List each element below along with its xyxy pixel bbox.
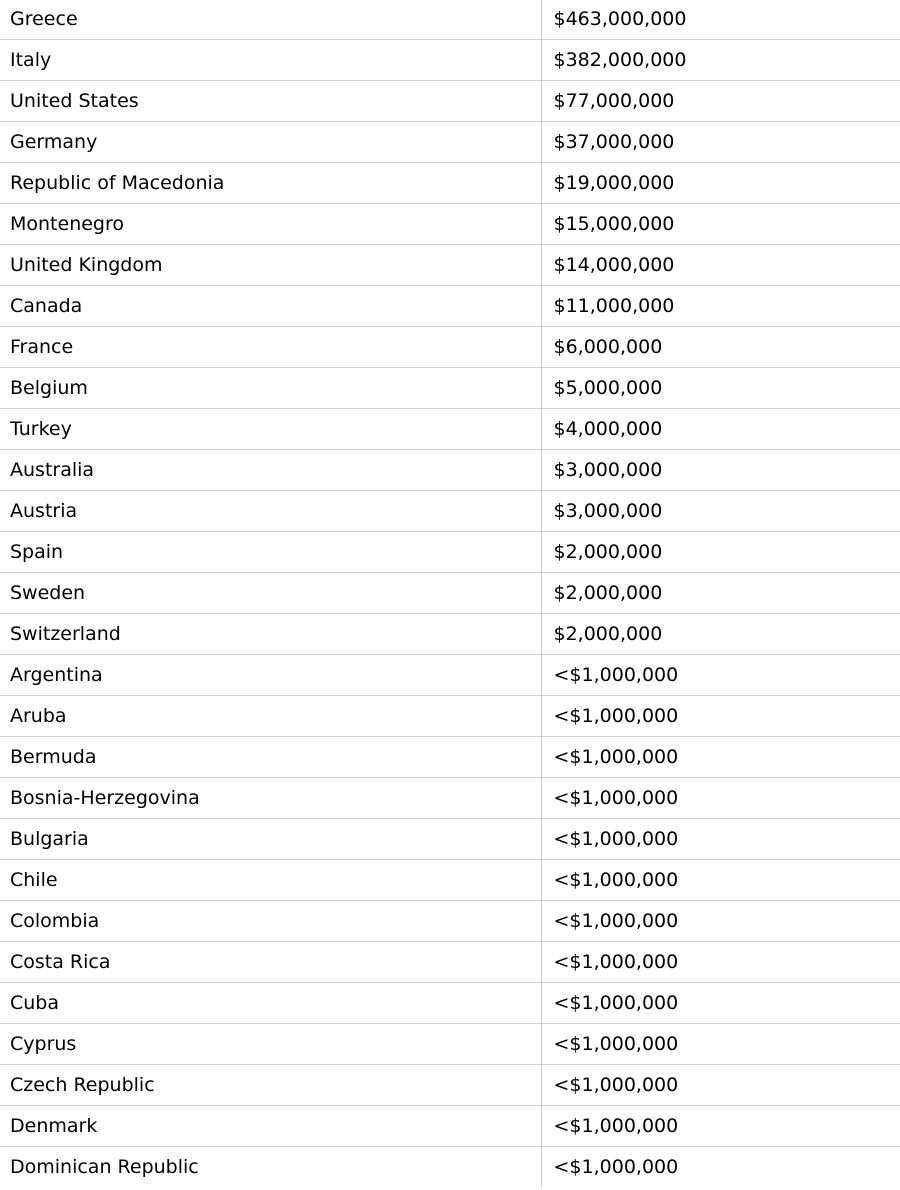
- country-cell: Switzerland: [0, 614, 541, 655]
- table-row: [0, 901, 900, 942]
- amount-cell: $3,000,000: [541, 491, 900, 532]
- country-cell: Germany: [0, 122, 541, 163]
- table-row: [0, 286, 900, 327]
- country-cell: Austria: [0, 491, 541, 532]
- amount-cell: <$1,000,000: [541, 1065, 900, 1106]
- country-cell: Republic of Macedonia: [0, 163, 541, 204]
- amount-cell: <$1,000,000: [541, 655, 900, 696]
- country-cell: Denmark: [0, 1106, 541, 1147]
- table-row: [0, 1065, 900, 1106]
- country-cell: Canada: [0, 286, 541, 327]
- country-cell: United Kingdom: [0, 245, 541, 286]
- country-cell: Costa Rica: [0, 942, 541, 983]
- country-cell: France: [0, 327, 541, 368]
- table-row: [0, 163, 900, 204]
- amount-cell: $2,000,000: [541, 532, 900, 573]
- table-row: [0, 40, 900, 81]
- country-cell: Spain: [0, 532, 541, 573]
- table-row: [0, 122, 900, 163]
- table-row: [0, 778, 900, 819]
- country-cell: United States: [0, 81, 541, 122]
- country-cell: Turkey: [0, 409, 541, 450]
- table-row: [0, 450, 900, 491]
- table-row: [0, 81, 900, 122]
- amount-cell: $14,000,000: [541, 245, 900, 286]
- country-cell: Australia: [0, 450, 541, 491]
- amount-cell: <$1,000,000: [541, 860, 900, 901]
- country-cell: Czech Republic: [0, 1065, 541, 1106]
- table-row: [0, 368, 900, 409]
- table-row: [0, 696, 900, 737]
- amount-cell: <$1,000,000: [541, 1147, 900, 1188]
- amount-cell: $15,000,000: [541, 204, 900, 245]
- table-row: [0, 573, 900, 614]
- table-row: [0, 983, 900, 1024]
- amount-cell: <$1,000,000: [541, 1106, 900, 1147]
- country-cell: Sweden: [0, 573, 541, 614]
- amount-cell: $4,000,000: [541, 409, 900, 450]
- table-row: [0, 532, 900, 573]
- country-cell: Italy: [0, 40, 541, 81]
- amount-cell: $2,000,000: [541, 573, 900, 614]
- amount-cell: $3,000,000: [541, 450, 900, 491]
- table-row: [0, 327, 900, 368]
- amount-cell: $37,000,000: [541, 122, 900, 163]
- country-cell: Chile: [0, 860, 541, 901]
- amount-cell: $2,000,000: [541, 614, 900, 655]
- country-cell: Colombia: [0, 901, 541, 942]
- table-row: [0, 1024, 900, 1065]
- country-cell: Belgium: [0, 368, 541, 409]
- table-row: [0, 245, 900, 286]
- table-row: [0, 491, 900, 532]
- table-row: [0, 0, 900, 40]
- country-cell: Argentina: [0, 655, 541, 696]
- table-row: [0, 204, 900, 245]
- country-cell: Cyprus: [0, 1024, 541, 1065]
- amount-cell: <$1,000,000: [541, 1024, 900, 1065]
- country-cell: Aruba: [0, 696, 541, 737]
- table-row: [0, 409, 900, 450]
- country-cell: Cuba: [0, 983, 541, 1024]
- amount-cell: <$1,000,000: [541, 696, 900, 737]
- table-row: [0, 737, 900, 778]
- country-cell: Dominican Republic: [10, 1156, 199, 1178]
- amount-cell: $382,000,000: [541, 40, 900, 81]
- table-row: [0, 1106, 900, 1147]
- amount-cell: $77,000,000: [541, 81, 900, 122]
- amount-cell: $11,000,000: [541, 286, 900, 327]
- country-cell: Bosnia-Herzegovina: [0, 778, 541, 819]
- amount-cell: <$1,000,000: [541, 983, 900, 1024]
- country-cell: Bulgaria: [0, 819, 541, 860]
- table-row: [0, 942, 900, 983]
- amount-cell: <$1,000,000: [541, 901, 900, 942]
- table-row: [0, 655, 900, 696]
- amount-cell: $463,000,000: [541, 0, 900, 40]
- country-cell: Montenegro: [0, 204, 541, 245]
- table-row: [0, 1147, 900, 1188]
- table-row: [0, 614, 900, 655]
- amount-cell: <$1,000,000: [541, 819, 900, 860]
- country-cell: Greece: [0, 0, 541, 40]
- table-row: [0, 860, 900, 901]
- amount-cell: <$1,000,000: [541, 778, 900, 819]
- amount-cell: $5,000,000: [541, 368, 900, 409]
- country-cell: Bermuda: [0, 737, 541, 778]
- amount-cell: <$1,000,000: [541, 942, 900, 983]
- amount-cell: $19,000,000: [541, 163, 900, 204]
- table-row: [0, 819, 900, 860]
- amount-cell: <$1,000,000: [541, 737, 900, 778]
- amount-cell: $6,000,000: [541, 327, 900, 368]
